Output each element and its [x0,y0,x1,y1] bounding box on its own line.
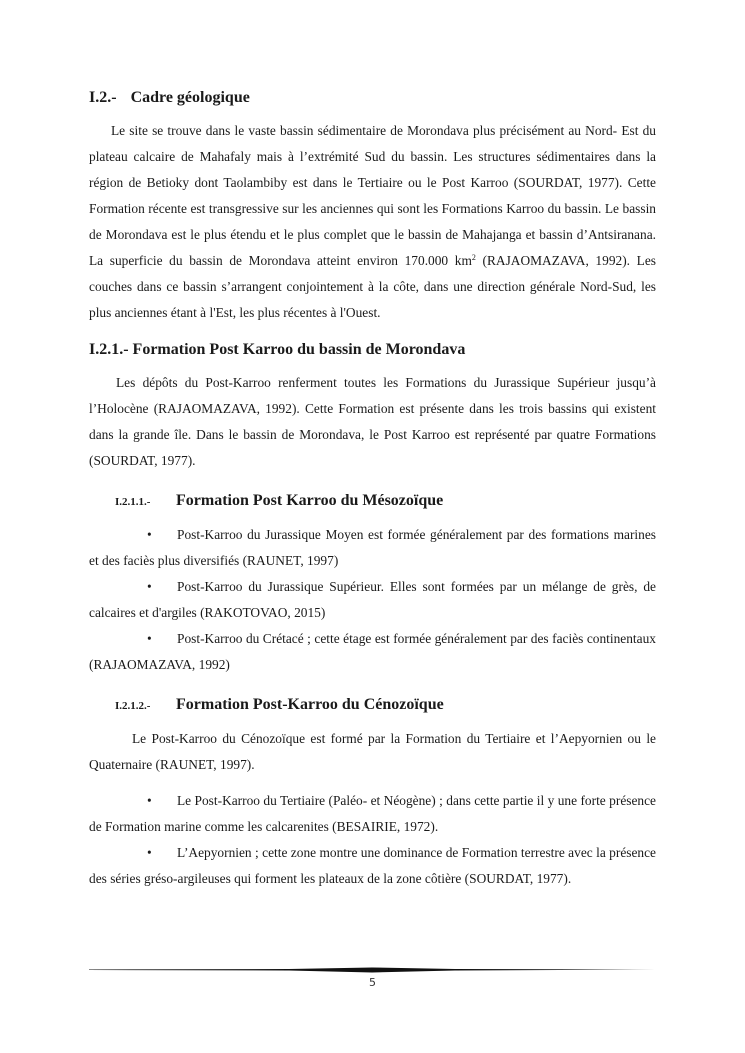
page-body [89,86,656,892]
bullet-icon: • [147,527,152,542]
list-item [89,574,656,626]
mesozoic-heading [115,492,656,510]
bullet-icon: • [147,793,152,808]
mesozoic-title: Formation Post Karroo du Mésozoïque [176,492,444,509]
cenozoic-paragraph: Le Post-Karroo du Cénozoïque est formé par la Formation du Tertiaire et l’Aepyornien ou le Quaternaire (RAUNET, 1997). [89,731,656,772]
list-item-text: Post-Karroo du Jurassique Moyen est formée généralement par des formations marines et des faciès plus diversifiés (RAUNET, 1997) [89,527,656,568]
section-paragraph [89,118,656,326]
bullet-icon: • [147,845,152,860]
cenozoic-title: Formation Post-Karroo du Cénozoïque [176,696,444,713]
cenozoic-number: I.2.1.2.- [115,700,151,712]
footer-divider [89,967,656,973]
list-item [89,840,656,892]
section-number: I.2.- [89,89,117,106]
bullet-icon: • [147,579,152,594]
subsection-heading: I.2.1.- Formation Post Karroo du bassin de Morondava [89,341,466,358]
mesozoic-number: I.2.1.1.- [115,496,151,508]
section-heading [89,86,656,110]
list-item-text: Post-Karroo du Jurassique Supérieur. Elles sont formées par un mélange de grès, de calcaires et d'argiles (RAKOTOVAO, 2015) [89,579,656,620]
list-item-text: Le Post-Karroo du Tertiaire (Paléo- et Néogène) ; dans cette partie il y une forte présence de Formation marine comme les calcarenites (BESAIRIE, 1972). [89,793,656,834]
page-number: 5 [369,976,376,989]
list-item [89,626,656,678]
section-title: Cadre géologique [130,89,250,106]
list-item-text: Post-Karroo du Crétacé ; cette étage est formée généralement par des faciès continentaux (RAJAOMAZAVA, 1992) [89,631,656,672]
list-item [89,788,656,840]
subsection-paragraph: Les dépôts du Post-Karroo renferment toutes les Formations du Jurassique Supérieur jusqu’à l’Holocène (RAJAOMAZAVA, 1992). Cette Formation est présente dans les trois bassins qui existent dans la grande île. Dans le bassin de Morondava, le Post Karroo est représenté par quatre Formations (SOURDAT, 1977). [89,375,656,468]
superscript: 2 [471,253,476,262]
bullet-icon: • [147,631,152,646]
list-item [89,522,656,574]
cenozoic-heading [115,696,656,714]
list-item-text: L’Aepyornien ; cette zone montre une dominance de Formation terrestre avec la présence des séries gréso-argileuses qui forment les plateaux de la zone côtière (SOURDAT, 1977). [89,845,656,886]
section-paragraph-text: Le site se trouve dans le vaste bassin sédimentaire de Morondava plus précisément au Nord- Est du plateau calcaire de Mahafaly mais à l’extrémité Sud du bassin. Les structures sédimentaires dans la région de Betioky dont Taolambiby est dans le Tertiaire ou le Post Karroo (SOURDAT, 1977). Cette Formation récente est transgressive sur les anciennes qui sont les Formations Karroo du bassin. Le bassin de Morondava est le plus étendu et le plus complet que le bassin de Mahajanga et bassin d’Antsiranana. La superficie du bassin de Morondava atteint environ 170.000 km [89,123,656,268]
section-paragraph-text-end: (RAJAOMAZAVA, 1992). Les couches dans ce bassin s’arrangent conjointement à la côte, dans une direction générale Nord-Sud, les plus anciennes étant à l'Est, les plus récentes à l'Ouest. [89,253,656,320]
